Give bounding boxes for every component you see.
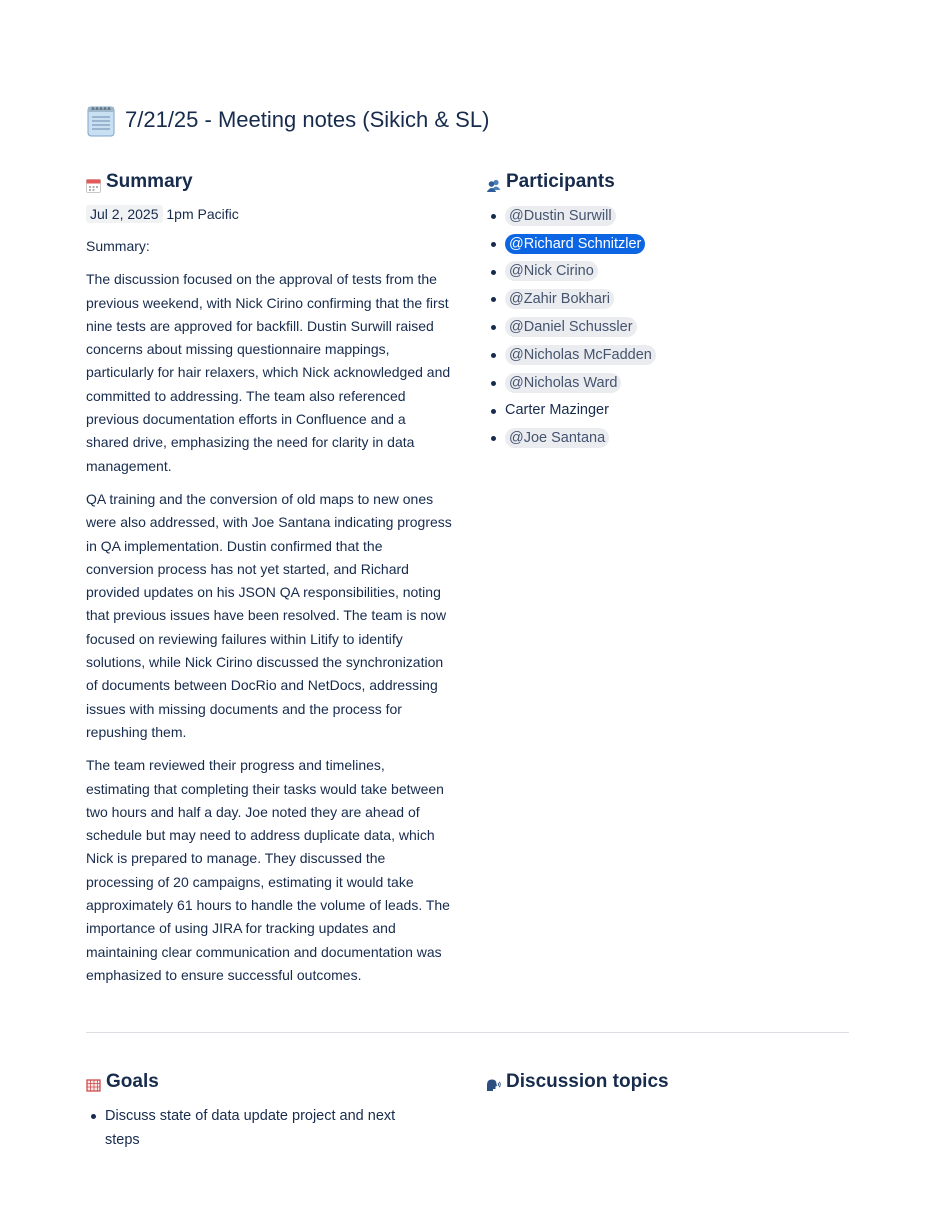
- spiral-notepad-icon: [86, 103, 116, 137]
- date-chip[interactable]: Jul 2, 2025: [86, 205, 163, 223]
- busts-in-silhouette-icon: [486, 177, 501, 192]
- participants-heading-text: Participants: [506, 171, 615, 192]
- section-divider: [86, 1032, 849, 1033]
- discussion-section: [486, 1070, 852, 1094]
- summary-heading-text: Summary: [106, 171, 193, 192]
- page-title: 7/21/25 - Meeting notes (Sikich & SL): [125, 107, 490, 132]
- participants-section: [486, 170, 852, 452]
- discussion-heading: [486, 1070, 852, 1094]
- list-item: [486, 258, 852, 286]
- list-item: [486, 202, 852, 230]
- list-item: [486, 285, 852, 313]
- participants-list: [486, 202, 852, 452]
- goals-heading-text: Goals: [106, 1071, 159, 1092]
- goals-section: [86, 1070, 452, 1152]
- meeting-time: 1pm Pacific: [166, 206, 239, 222]
- title-row: [86, 103, 489, 137]
- summary-section: [86, 170, 452, 987]
- list-item: Discuss state of data update project and next steps: [86, 1104, 425, 1152]
- summary-label: Summary:: [86, 238, 150, 254]
- list-item: [486, 230, 852, 258]
- summary-heading: [86, 170, 452, 194]
- list-item: [486, 341, 852, 369]
- mention-chip[interactable]: @Joe Santana: [505, 428, 609, 448]
- mention-chip-self[interactable]: @Richard Schnitzler: [505, 234, 645, 254]
- list-item: [486, 313, 852, 341]
- discussion-heading-text: Discussion topics: [506, 1071, 669, 1092]
- mention-chip[interactable]: @Nicholas McFadden: [505, 345, 656, 365]
- mention-chip[interactable]: @Dustin Surwill: [505, 206, 616, 226]
- summary-paragraph: The team reviewed their progress and timelines, estimating that completing their tasks would take between two hours and half a day. Joe noted they are ahead of schedule but may need to address duplicate data, which Nick is prepared to manage. They discussed the processing of 20 campaigns, estimating it would take approximately 61 hours to handle the volume of leads. The importance of using JIRA for tracking updates and maintaining clear communication and documentation was emphasized to ensure successful outcomes.: [86, 757, 450, 983]
- list-item: [486, 397, 852, 425]
- mention-chip[interactable]: @Daniel Schussler: [505, 317, 637, 337]
- list-item: [486, 369, 852, 397]
- goals-heading: [86, 1070, 452, 1094]
- participant-name: Carter Mazinger: [505, 402, 609, 419]
- calendar-icon: [86, 177, 101, 192]
- goals-list: [86, 1104, 452, 1152]
- mention-chip[interactable]: @Nick Cirino: [505, 261, 598, 281]
- mention-chip[interactable]: @Nicholas Ward: [505, 373, 621, 393]
- mention-chip[interactable]: @Zahir Bokhari: [505, 289, 614, 309]
- list-item: [486, 424, 852, 452]
- summary-paragraph: QA training and the conversion of old maps to new ones were also addressed, with Joe Santana indicating progress in QA implementation. Dustin confirmed that the conversion process has not yet started, and Richard provided updates on his JSON QA responsibilities, noting that previous issues have been resolved. The team is now focused on reviewing failures within Litify to identify solutions, while Nick Cirino discussed the synchronization of documents between DocRio and NetDocs, addressing issues with missing documents and the process for repushing them.: [86, 490, 452, 740]
- speaking-head-icon: [486, 1077, 501, 1092]
- participants-heading: [486, 170, 852, 194]
- summary-paragraph: The discussion focused on the approval of tests from the previous weekend, with Nick Cirino confirming that the first nine tests are approved for backfill. Dustin Surwill raised concerns about missing questionnaire mappings, particularly for hair relaxers, which Nick acknowledged and committed to addressing. The team also referenced previous documentation efforts in Confluence and a shared drive, emphasizing the need for clarity in data management.: [86, 271, 451, 474]
- goal-net-icon: [86, 1077, 101, 1092]
- meeting-date-line: [86, 203, 452, 225]
